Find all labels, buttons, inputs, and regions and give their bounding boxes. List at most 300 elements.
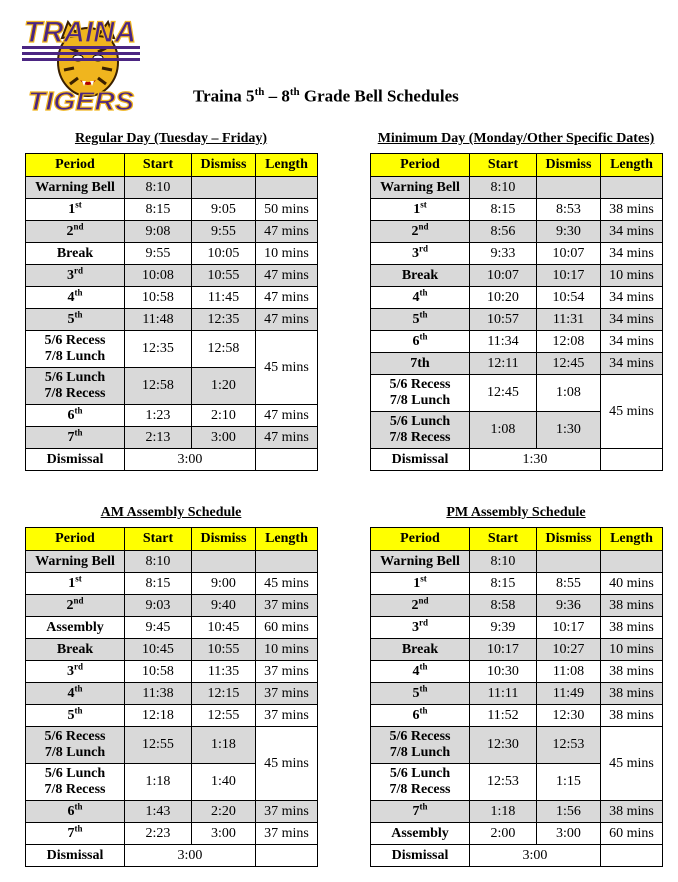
- dismiss-cell: 11:35: [192, 661, 256, 683]
- table-row: [371, 375, 663, 412]
- length-cell: 37 mins: [256, 595, 318, 617]
- dismiss-cell: 3:00: [537, 823, 601, 845]
- table-row: [26, 405, 318, 427]
- start-cell: 9:45: [125, 617, 192, 639]
- dismiss-cell: 10:05: [192, 243, 256, 265]
- length-cell: 45 mins: [256, 331, 318, 405]
- dismiss-cell: 12:15: [192, 683, 256, 705]
- column-header: Dismiss: [192, 528, 256, 551]
- schedule-title: PM Assembly Schedule: [446, 505, 586, 520]
- start-cell: 12:45: [470, 375, 537, 412]
- period-cell: [26, 243, 125, 265]
- start-cell: 2:00: [470, 823, 537, 845]
- length-cell: 34 mins: [601, 309, 663, 331]
- schedule-title: Minimum Day (Monday/Other Specific Dates): [377, 131, 655, 146]
- minimum-day-schedule: [370, 129, 662, 471]
- period-label: 5/6 Recess: [44, 333, 106, 348]
- dismiss-cell: 10:55: [192, 265, 256, 287]
- start-cell: 8:10: [125, 551, 192, 573]
- period-cell: [371, 265, 470, 287]
- table-row: [371, 221, 663, 243]
- ordinal-suffix: st: [420, 572, 427, 583]
- period-label: 6: [67, 803, 75, 819]
- ordinal-suffix: th: [74, 404, 83, 415]
- ordinal-suffix: st: [75, 572, 82, 583]
- period-cell: [371, 764, 470, 801]
- length-cell: 34 mins: [601, 353, 663, 375]
- period-cell: [371, 683, 470, 705]
- dismissal-time: 3:00: [125, 449, 256, 471]
- start-cell: 12:35: [125, 331, 192, 368]
- column-header: Length: [601, 528, 663, 551]
- start-cell: 9:55: [125, 243, 192, 265]
- length-cell: 38 mins: [601, 617, 663, 639]
- table-row: [26, 639, 318, 661]
- dismiss-cell: 10:45: [192, 617, 256, 639]
- period-label: 6: [412, 707, 420, 723]
- dismiss-cell: 1:20: [192, 368, 256, 405]
- dismiss-cell: 2:10: [192, 405, 256, 427]
- length-cell: 37 mins: [256, 683, 318, 705]
- start-cell: 1:43: [125, 801, 192, 823]
- ordinal-suffix: st: [75, 198, 82, 209]
- period-label: 2: [411, 597, 419, 613]
- start-cell: 8:10: [470, 551, 537, 573]
- period-cell: [371, 823, 470, 845]
- period-cell: [371, 177, 470, 199]
- period-label: 1: [68, 575, 76, 591]
- length-cell: 60 mins: [601, 823, 663, 845]
- period-cell: [26, 331, 125, 368]
- start-cell: 8:58: [470, 595, 537, 617]
- period-label-line2: 7/8 Lunch: [389, 393, 451, 408]
- length-cell: 37 mins: [256, 705, 318, 727]
- length-cell: 60 mins: [256, 617, 318, 639]
- period-label: 3: [412, 619, 419, 635]
- table-row: [26, 573, 318, 595]
- length-cell: [256, 551, 318, 573]
- start-cell: 8:15: [125, 573, 192, 595]
- dismissal-blank: [601, 845, 663, 867]
- length-cell: 47 mins: [256, 287, 318, 309]
- dismissal-time: 3:00: [470, 845, 601, 867]
- dismiss-cell: 1:30: [537, 412, 601, 449]
- period-label-line2: 7/8 Recess: [44, 782, 106, 797]
- ordinal-suffix: th: [74, 308, 83, 319]
- table-row: [371, 683, 663, 705]
- table-row: [26, 287, 318, 309]
- column-header: Start: [125, 528, 192, 551]
- length-cell: 47 mins: [256, 427, 318, 449]
- dismiss-cell: 10:27: [537, 639, 601, 661]
- table-row: [26, 705, 318, 727]
- period-cell: [371, 375, 470, 412]
- dismiss-cell: 12:45: [537, 353, 601, 375]
- length-cell: 38 mins: [601, 199, 663, 221]
- period-label: 6: [67, 407, 75, 423]
- table-row: [371, 309, 663, 331]
- period-cell: [26, 199, 125, 221]
- length-cell: 10 mins: [256, 639, 318, 661]
- dismiss-cell: 12:58: [192, 331, 256, 368]
- dismiss-cell: 12:55: [192, 705, 256, 727]
- ordinal-suffix: nd: [418, 220, 429, 231]
- period-label: 1: [413, 575, 421, 591]
- period-label: 2: [66, 223, 74, 239]
- period-cell: [371, 287, 470, 309]
- table-row: [371, 177, 663, 199]
- ordinal-suffix: th: [419, 308, 428, 319]
- schedule-table: [25, 527, 318, 867]
- table-row: [371, 199, 663, 221]
- start-cell: 2:23: [125, 823, 192, 845]
- period-label: 7: [67, 825, 75, 841]
- dismiss-cell: 12:35: [192, 309, 256, 331]
- start-cell: 1:23: [125, 405, 192, 427]
- length-cell: 47 mins: [256, 221, 318, 243]
- dismiss-cell: 12:30: [537, 705, 601, 727]
- length-cell: 10 mins: [256, 243, 318, 265]
- period-cell: [26, 177, 125, 199]
- period-cell: [26, 221, 125, 243]
- column-header: Start: [470, 528, 537, 551]
- ordinal-suffix: nd: [73, 220, 84, 231]
- table-row: [26, 331, 318, 368]
- period-label: Break: [56, 641, 94, 657]
- start-cell: 12:11: [470, 353, 537, 375]
- period-cell: [26, 661, 125, 683]
- header-row: [26, 154, 318, 177]
- dismissal-row: [371, 449, 663, 471]
- period-cell: [26, 309, 125, 331]
- column-header: Period: [371, 528, 470, 551]
- period-cell: [26, 823, 125, 845]
- am-assembly-schedule: [25, 503, 317, 867]
- period-cell: [371, 617, 470, 639]
- dismissal-time: 1:30: [470, 449, 601, 471]
- length-cell: [256, 177, 318, 199]
- period-cell: [26, 427, 125, 449]
- table-row: [26, 551, 318, 573]
- table-row: [371, 243, 663, 265]
- start-cell: 10:30: [470, 661, 537, 683]
- period-cell: [371, 551, 470, 573]
- period-label: 3: [67, 267, 74, 283]
- start-cell: 11:48: [125, 309, 192, 331]
- period-cell: [371, 661, 470, 683]
- start-cell: 1:18: [125, 764, 192, 801]
- start-cell: 10:45: [125, 639, 192, 661]
- dismiss-cell: 11:31: [537, 309, 601, 331]
- length-cell: 47 mins: [256, 265, 318, 287]
- period-cell: [371, 353, 470, 375]
- period-cell: [26, 727, 125, 764]
- dismiss-cell: 1:40: [192, 764, 256, 801]
- column-header: Dismiss: [192, 154, 256, 177]
- period-label-line2: 7/8 Recess: [389, 782, 451, 797]
- dismiss-cell: 9:00: [192, 573, 256, 595]
- length-cell: 37 mins: [256, 801, 318, 823]
- length-cell: 34 mins: [601, 243, 663, 265]
- dismiss-cell: 3:00: [192, 427, 256, 449]
- period-label: 2: [66, 597, 74, 613]
- table-row: [26, 199, 318, 221]
- column-header: Length: [256, 528, 318, 551]
- pm-assembly-schedule: [370, 503, 662, 867]
- ordinal-suffix: rd: [419, 242, 428, 253]
- dismiss-cell: 1:56: [537, 801, 601, 823]
- table-row: [26, 595, 318, 617]
- ordinal-suffix: rd: [74, 264, 83, 275]
- length-cell: 37 mins: [256, 661, 318, 683]
- ordinal-suffix: th: [74, 822, 83, 833]
- period-cell: [26, 265, 125, 287]
- period-label: Assembly: [46, 619, 104, 635]
- traina-tigers-logo: [22, 8, 140, 114]
- period-cell: [26, 801, 125, 823]
- header-row: [371, 154, 663, 177]
- table-row: [26, 177, 318, 199]
- start-cell: 1:08: [470, 412, 537, 449]
- length-cell: 10 mins: [601, 265, 663, 287]
- period-label: Warning Bell: [35, 179, 115, 195]
- period-cell: [26, 764, 125, 801]
- ordinal-suffix: st: [420, 198, 427, 209]
- schedule-table: [370, 527, 663, 867]
- header-row: [371, 528, 663, 551]
- column-header: Length: [601, 154, 663, 177]
- start-cell: 9:08: [125, 221, 192, 243]
- table-row: [26, 243, 318, 265]
- start-cell: 10:58: [125, 661, 192, 683]
- period-label: Warning Bell: [380, 179, 460, 195]
- schedule-table: [25, 153, 318, 471]
- period-cell: [371, 412, 470, 449]
- period-cell: [371, 243, 470, 265]
- start-cell: 10:17: [470, 639, 537, 661]
- ordinal-suffix: th: [74, 426, 83, 437]
- start-cell: 1:18: [470, 801, 537, 823]
- period-cell: [371, 705, 470, 727]
- length-cell: 34 mins: [601, 331, 663, 353]
- dismissal-label: Dismissal: [26, 449, 125, 471]
- period-label: 1: [68, 201, 76, 217]
- start-cell: 8:15: [125, 199, 192, 221]
- period-cell: [26, 639, 125, 661]
- period-label: 4: [67, 289, 75, 305]
- length-cell: 45 mins: [256, 573, 318, 595]
- table-row: [371, 595, 663, 617]
- dismiss-cell: 9:05: [192, 199, 256, 221]
- period-label: 5/6 Lunch: [389, 766, 451, 781]
- table-row: [371, 353, 663, 375]
- start-cell: 9:33: [470, 243, 537, 265]
- period-cell: [26, 617, 125, 639]
- period-label-line2: 7/8 Lunch: [44, 349, 106, 364]
- dismiss-cell: 12:08: [537, 331, 601, 353]
- period-label: 3: [67, 663, 74, 679]
- table-row: [371, 287, 663, 309]
- table-row: [26, 823, 318, 845]
- dismiss-cell: 8:55: [537, 573, 601, 595]
- period-label: 5/6 Lunch: [389, 414, 451, 429]
- ordinal-suffix: nd: [73, 594, 84, 605]
- period-cell: [371, 331, 470, 353]
- table-row: [26, 265, 318, 287]
- table-row: [371, 801, 663, 823]
- dismiss-cell: 9:36: [537, 595, 601, 617]
- dismiss-cell: 11:08: [537, 661, 601, 683]
- length-cell: 45 mins: [601, 727, 663, 801]
- period-cell: [26, 683, 125, 705]
- ordinal-suffix: th: [419, 330, 428, 341]
- start-cell: 12:58: [125, 368, 192, 405]
- period-label: 5: [67, 707, 75, 723]
- period-cell: [26, 405, 125, 427]
- dismiss-cell: 10:54: [537, 287, 601, 309]
- length-cell: 10 mins: [601, 639, 663, 661]
- period-label: 5: [412, 311, 420, 327]
- start-cell: 11:11: [470, 683, 537, 705]
- dismiss-cell: 9:55: [192, 221, 256, 243]
- column-header: Start: [125, 154, 192, 177]
- column-header: Length: [256, 154, 318, 177]
- period-label: Break: [56, 245, 94, 261]
- dismiss-cell: [537, 177, 601, 199]
- period-cell: [371, 221, 470, 243]
- period-label: 5/6 Lunch: [44, 370, 106, 385]
- length-cell: [601, 177, 663, 199]
- table-row: [371, 573, 663, 595]
- table-row: [371, 551, 663, 573]
- column-header: Period: [371, 154, 470, 177]
- table-row: [26, 309, 318, 331]
- dismiss-cell: 9:30: [537, 221, 601, 243]
- period-label: 6: [412, 333, 420, 349]
- dismissal-label: Dismissal: [371, 845, 470, 867]
- dismissal-row: [26, 845, 318, 867]
- length-cell: 40 mins: [601, 573, 663, 595]
- dismissal-row: [26, 449, 318, 471]
- ordinal-suffix: th: [419, 682, 428, 693]
- start-cell: 8:15: [470, 573, 537, 595]
- dismiss-cell: 11:49: [537, 683, 601, 705]
- length-cell: 47 mins: [256, 309, 318, 331]
- period-cell: [371, 801, 470, 823]
- period-cell: [371, 727, 470, 764]
- page-title: Traina 5th – 8th Grade Bell Schedules: [193, 86, 459, 106]
- regular-day-schedule: [25, 129, 317, 471]
- dismiss-cell: 8:53: [537, 199, 601, 221]
- ordinal-suffix: th: [419, 660, 428, 671]
- length-cell: 38 mins: [601, 801, 663, 823]
- period-label: 5: [412, 685, 420, 701]
- dismiss-cell: 11:45: [192, 287, 256, 309]
- table-row: [26, 661, 318, 683]
- ordinal-suffix: th: [74, 800, 83, 811]
- period-label: 5: [67, 311, 75, 327]
- schedule-title: Regular Day (Tuesday – Friday): [74, 131, 268, 146]
- start-cell: 12:55: [125, 727, 192, 764]
- period-label: 3: [412, 245, 419, 261]
- length-cell: 38 mins: [601, 595, 663, 617]
- table-row: [26, 801, 318, 823]
- ordinal-suffix: th: [419, 286, 428, 297]
- period-label: 7th: [410, 355, 430, 371]
- ordinal-suffix: rd: [419, 616, 428, 627]
- start-cell: 8:10: [125, 177, 192, 199]
- start-cell: 8:56: [470, 221, 537, 243]
- length-cell: [601, 551, 663, 573]
- ordinal-suffix: th: [419, 800, 428, 811]
- period-label: 7: [412, 803, 420, 819]
- period-label: 7: [67, 429, 75, 445]
- column-header: Period: [26, 154, 125, 177]
- start-cell: 8:10: [470, 177, 537, 199]
- table-row: [371, 823, 663, 845]
- start-cell: 11:34: [470, 331, 537, 353]
- period-label-line2: 7/8 Recess: [44, 386, 106, 401]
- table-row: [371, 727, 663, 764]
- dismiss-cell: 10:07: [537, 243, 601, 265]
- table-row: [371, 705, 663, 727]
- table-row: [26, 617, 318, 639]
- period-label-line2: 7/8 Recess: [389, 430, 451, 445]
- period-label-line2: 7/8 Lunch: [44, 745, 106, 760]
- dismiss-cell: [537, 551, 601, 573]
- dismissal-time: 3:00: [125, 845, 256, 867]
- start-cell: 11:38: [125, 683, 192, 705]
- start-cell: 10:20: [470, 287, 537, 309]
- dismiss-cell: 10:17: [537, 617, 601, 639]
- length-cell: 38 mins: [601, 683, 663, 705]
- start-cell: 12:53: [470, 764, 537, 801]
- table-row: [371, 617, 663, 639]
- period-label: 4: [412, 663, 420, 679]
- dismiss-cell: [192, 177, 256, 199]
- column-header: Period: [26, 528, 125, 551]
- period-cell: [26, 287, 125, 309]
- table-row: [26, 683, 318, 705]
- dismiss-cell: 1:15: [537, 764, 601, 801]
- period-label: 5/6 Recess: [44, 729, 106, 744]
- period-label: Warning Bell: [380, 553, 460, 569]
- table-row: [371, 639, 663, 661]
- period-label: 4: [412, 289, 420, 305]
- period-cell: [26, 551, 125, 573]
- dismissal-row: [371, 845, 663, 867]
- dismiss-cell: 10:17: [537, 265, 601, 287]
- start-cell: 2:13: [125, 427, 192, 449]
- start-cell: 10:08: [125, 265, 192, 287]
- start-cell: 8:15: [470, 199, 537, 221]
- start-cell: 10:57: [470, 309, 537, 331]
- header-row: [26, 528, 318, 551]
- period-cell: [26, 368, 125, 405]
- dismiss-cell: 3:00: [192, 823, 256, 845]
- start-cell: 12:18: [125, 705, 192, 727]
- column-header: Dismiss: [537, 528, 601, 551]
- start-cell: 9:03: [125, 595, 192, 617]
- schedule-table: [370, 153, 663, 471]
- period-cell: [371, 573, 470, 595]
- ordinal-suffix: th: [74, 286, 83, 297]
- period-label-line2: 7/8 Lunch: [389, 745, 451, 760]
- period-label: 5/6 Lunch: [44, 766, 106, 781]
- column-header: Dismiss: [537, 154, 601, 177]
- schedule-title: AM Assembly Schedule: [100, 505, 242, 520]
- start-cell: 12:30: [470, 727, 537, 764]
